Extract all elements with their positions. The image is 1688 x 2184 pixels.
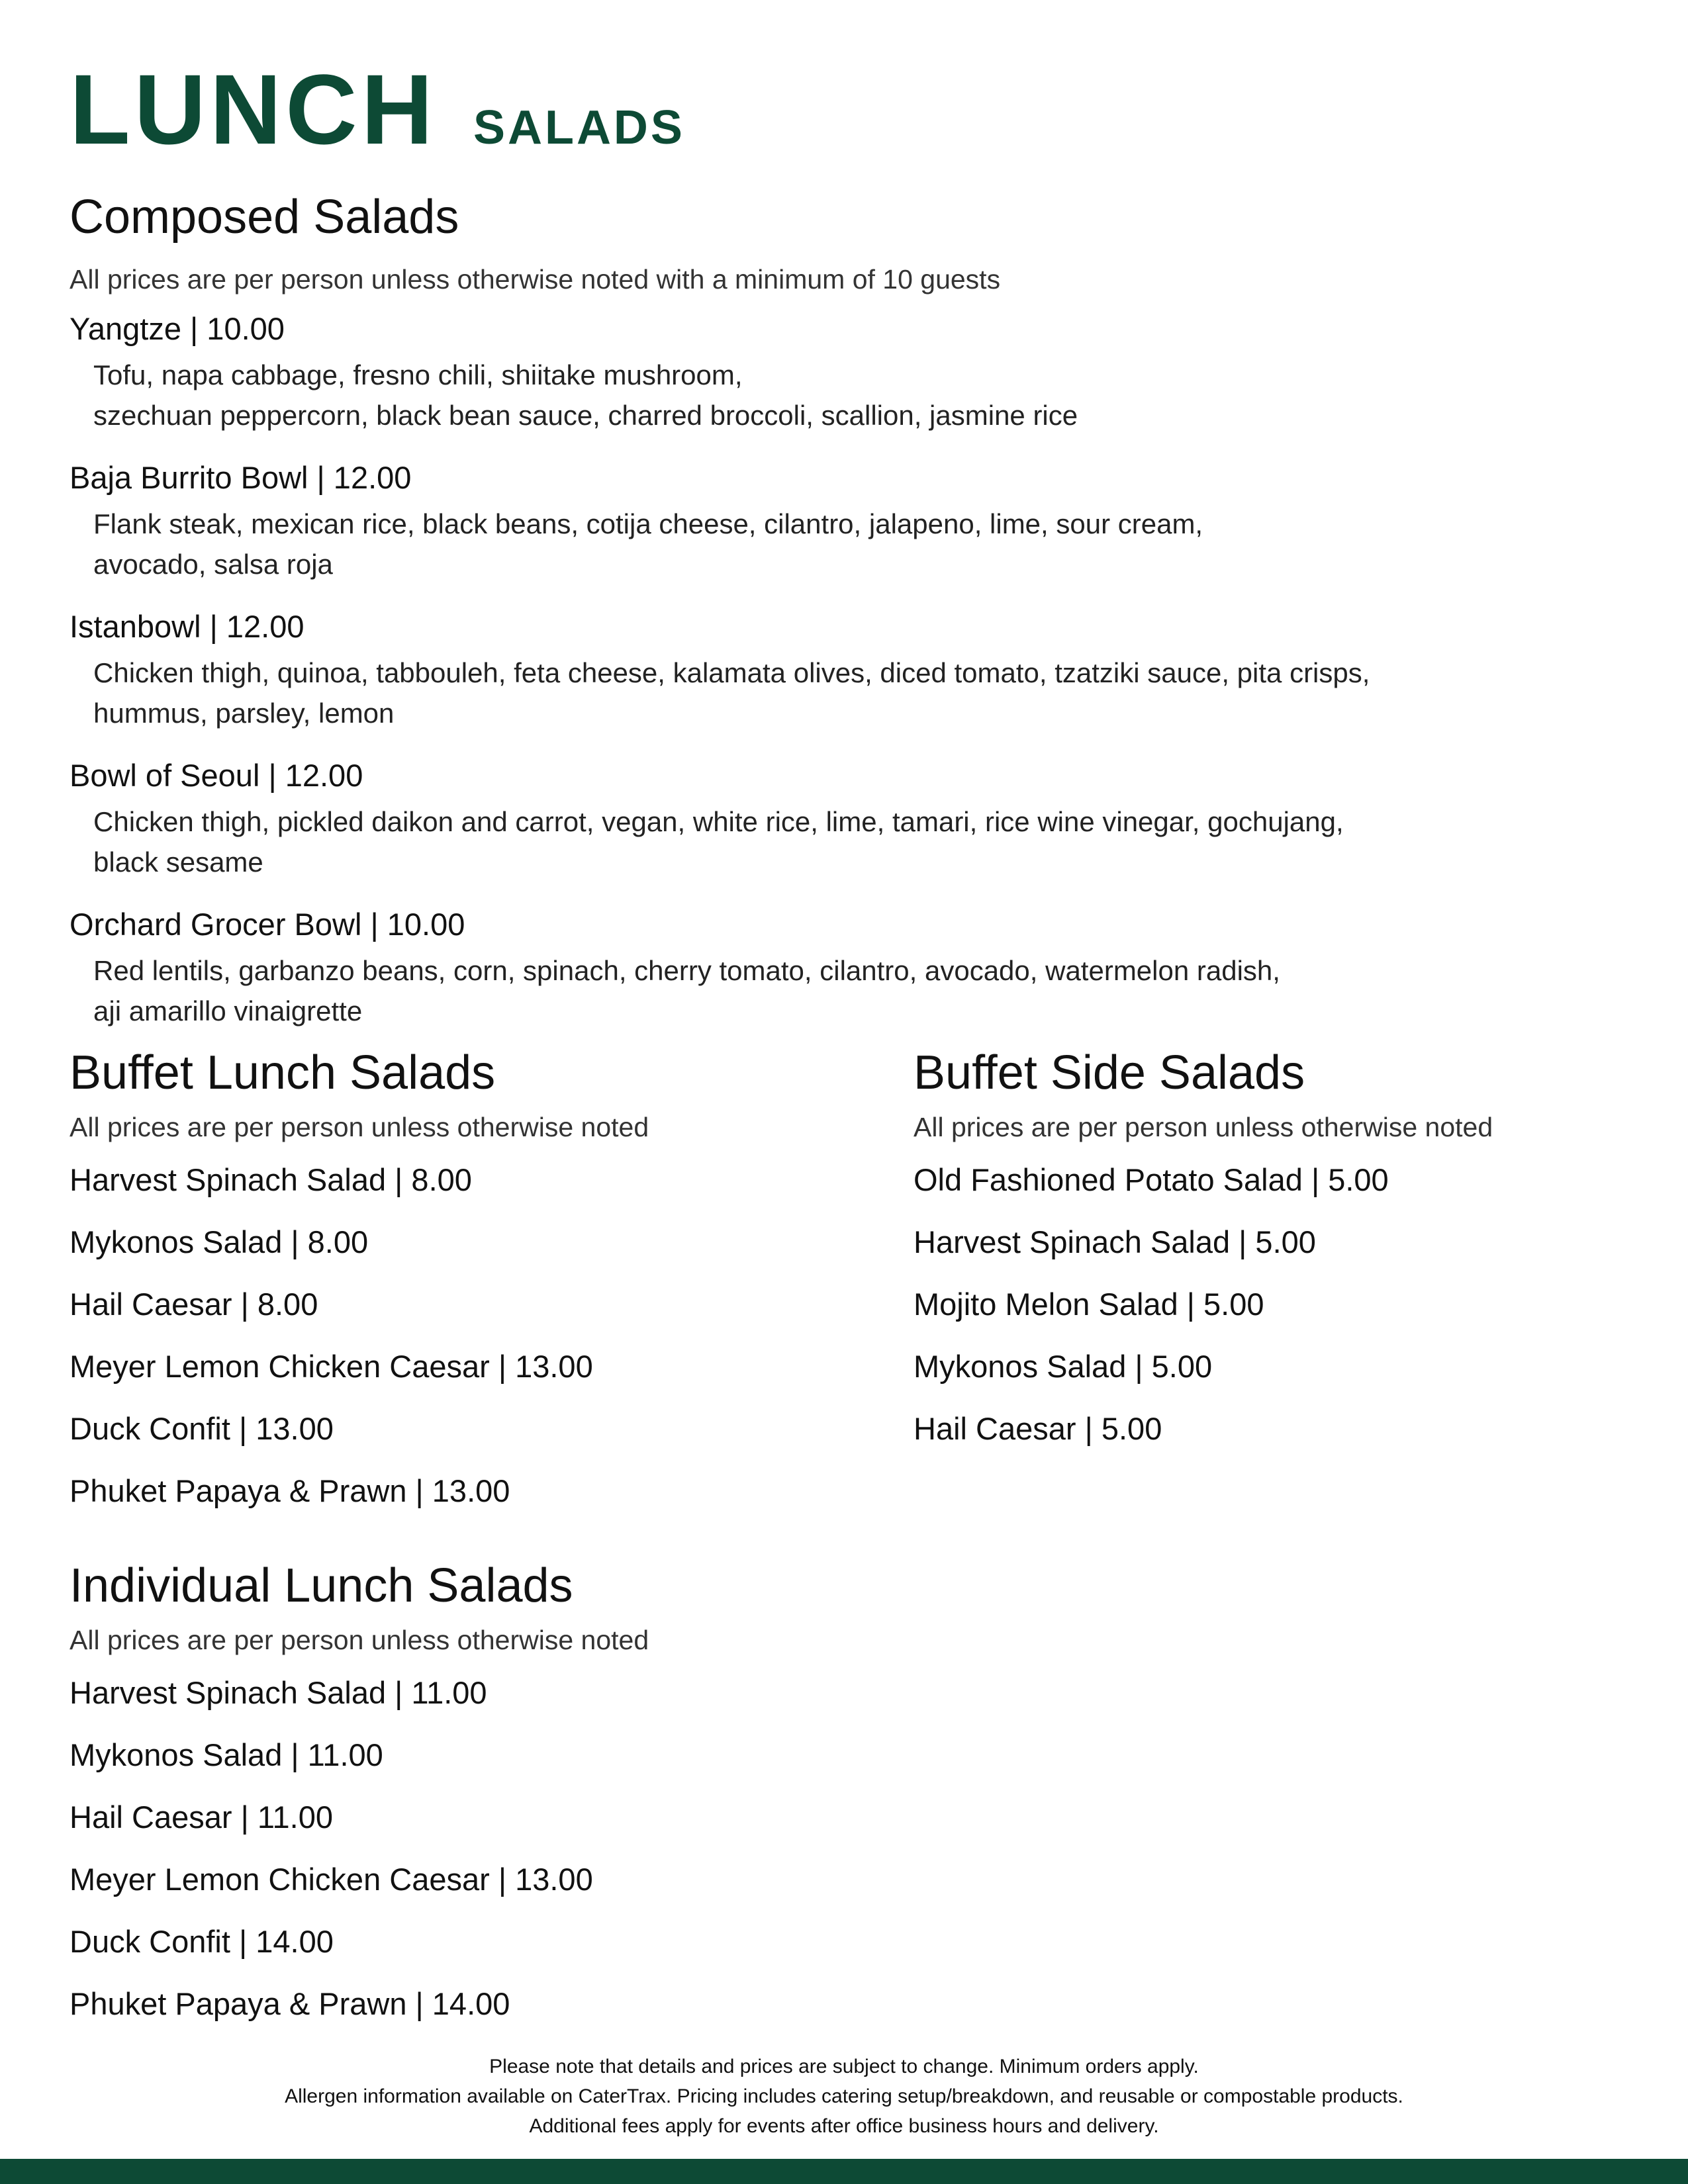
menu-item: Hail Caesar | 11.00	[70, 1799, 333, 1835]
menu-item: Duck Confit | 13.00	[70, 1411, 334, 1446]
menu-item: Harvest Spinach Salad | 8.00	[70, 1162, 472, 1197]
footer-line: Please note that details and prices are subject to change. Minimum orders apply.	[489, 2056, 1199, 2077]
menu-item: Harvest Spinach Salad | 11.00	[70, 1675, 487, 1710]
menu-item: Hail Caesar | 5.00	[914, 1411, 1162, 1446]
menu-item	[70, 313, 1526, 435]
section-title: Individual Lunch Salads	[70, 1559, 573, 1612]
buffet-lunch-salads-section	[70, 1046, 831, 1522]
menu-item-name: Bowl of Seoul | 12.00	[70, 758, 363, 793]
menu-item-description: szechuan peppercorn, black bean sauce, charred broccoli, scallion, jasmine rice	[93, 400, 1078, 431]
menu-item: Old Fashioned Potato Salad | 5.00	[914, 1162, 1389, 1197]
menu-item-description: Red lentils, garbanzo beans, corn, spinach, cherry tomato, cilantro, avocado, watermelon radish,	[93, 955, 1280, 986]
menu-item-description: Flank steak, mexican rice, black beans, cotija cheese, cilantro, jalapeno, lime, sour cream,	[93, 508, 1203, 539]
menu-item-description: black sesame	[93, 846, 263, 878]
menu-item: Mojito Melon Salad | 5.00	[914, 1287, 1264, 1322]
page-subtitle: SALADS	[473, 101, 685, 154]
individual-lunch-salads-section	[70, 1559, 831, 2035]
menu-item: Meyer Lemon Chicken Caesar | 13.00	[70, 1349, 593, 1384]
menu-item-description: aji amarillo vinaigrette	[93, 995, 363, 1026]
section-note: All prices are per person unless otherwise noted	[914, 1112, 1493, 1142]
menu-item: Phuket Papaya & Prawn | 14.00	[70, 1986, 510, 2021]
buffet-lunch-salads-list	[70, 1149, 831, 1522]
footer-line: Additional fees apply for events after office business hours and delivery.	[529, 2115, 1159, 2137]
composed-salads-section	[70, 193, 1526, 1058]
section-note: All prices are per person unless otherwise noted with a minimum of 10 guests	[70, 264, 1001, 295]
menu-item: Hail Caesar | 8.00	[70, 1287, 318, 1322]
menu-item: Mykonos Salad | 11.00	[70, 1737, 383, 1772]
menu-item-description: avocado, salsa roja	[93, 549, 333, 580]
menu-item: Harvest Spinach Salad | 5.00	[914, 1224, 1316, 1259]
menu-item	[70, 909, 1526, 1031]
individual-lunch-salads-list	[70, 1662, 831, 2035]
menu-item-name: Yangtze | 10.00	[70, 311, 285, 346]
page-header	[70, 54, 685, 165]
menu-item-description: Chicken thigh, pickled daikon and carrot, vegan, white rice, lime, tamari, rice wine vinegar, gochujang,	[93, 806, 1344, 837]
page-title: LUNCH	[70, 54, 437, 165]
section-note: All prices are per person unless otherwise noted	[70, 1625, 649, 1655]
section-title: Buffet Side Salads	[914, 1046, 1305, 1099]
buffet-side-salads-section	[914, 1046, 1642, 1460]
menu-item: Mykonos Salad | 8.00	[70, 1224, 369, 1259]
menu-item	[70, 760, 1526, 882]
menu-item: Phuket Papaya & Prawn | 13.00	[70, 1473, 510, 1508]
menu-item-description: Chicken thigh, quinoa, tabbouleh, feta cheese, kalamata olives, diced tomato, tzatziki sauce, pita crisps,	[93, 657, 1370, 688]
menu-item: Meyer Lemon Chicken Caesar | 13.00	[70, 1862, 593, 1897]
section-title: Buffet Lunch Salads	[70, 1046, 496, 1099]
buffet-side-salads-list	[914, 1149, 1642, 1460]
menu-item-name: Istanbowl | 12.00	[70, 609, 305, 644]
menu-item: Mykonos Salad | 5.00	[914, 1349, 1213, 1384]
menu-item: Duck Confit | 14.00	[70, 1924, 334, 1959]
footer-notes	[0, 2052, 1688, 2141]
section-note: All prices are per person unless otherwise noted	[70, 1112, 649, 1142]
footer-bar	[0, 2159, 1688, 2184]
menu-item-name: Orchard Grocer Bowl | 10.00	[70, 907, 465, 942]
composed-salads-list	[70, 313, 1526, 1031]
menu-item-description: Tofu, napa cabbage, fresno chili, shiitake mushroom,	[93, 359, 743, 390]
menu-item	[70, 611, 1526, 733]
menu-item-description: hummus, parsley, lemon	[93, 698, 395, 729]
section-title: Composed Salads	[70, 191, 459, 244]
footer-line: Allergen information available on CaterTrax. Pricing includes catering setup/breakdown, and reusable or compostable products.	[285, 2085, 1403, 2107]
menu-item-name: Baja Burrito Bowl | 12.00	[70, 460, 412, 495]
menu-item	[70, 462, 1526, 584]
